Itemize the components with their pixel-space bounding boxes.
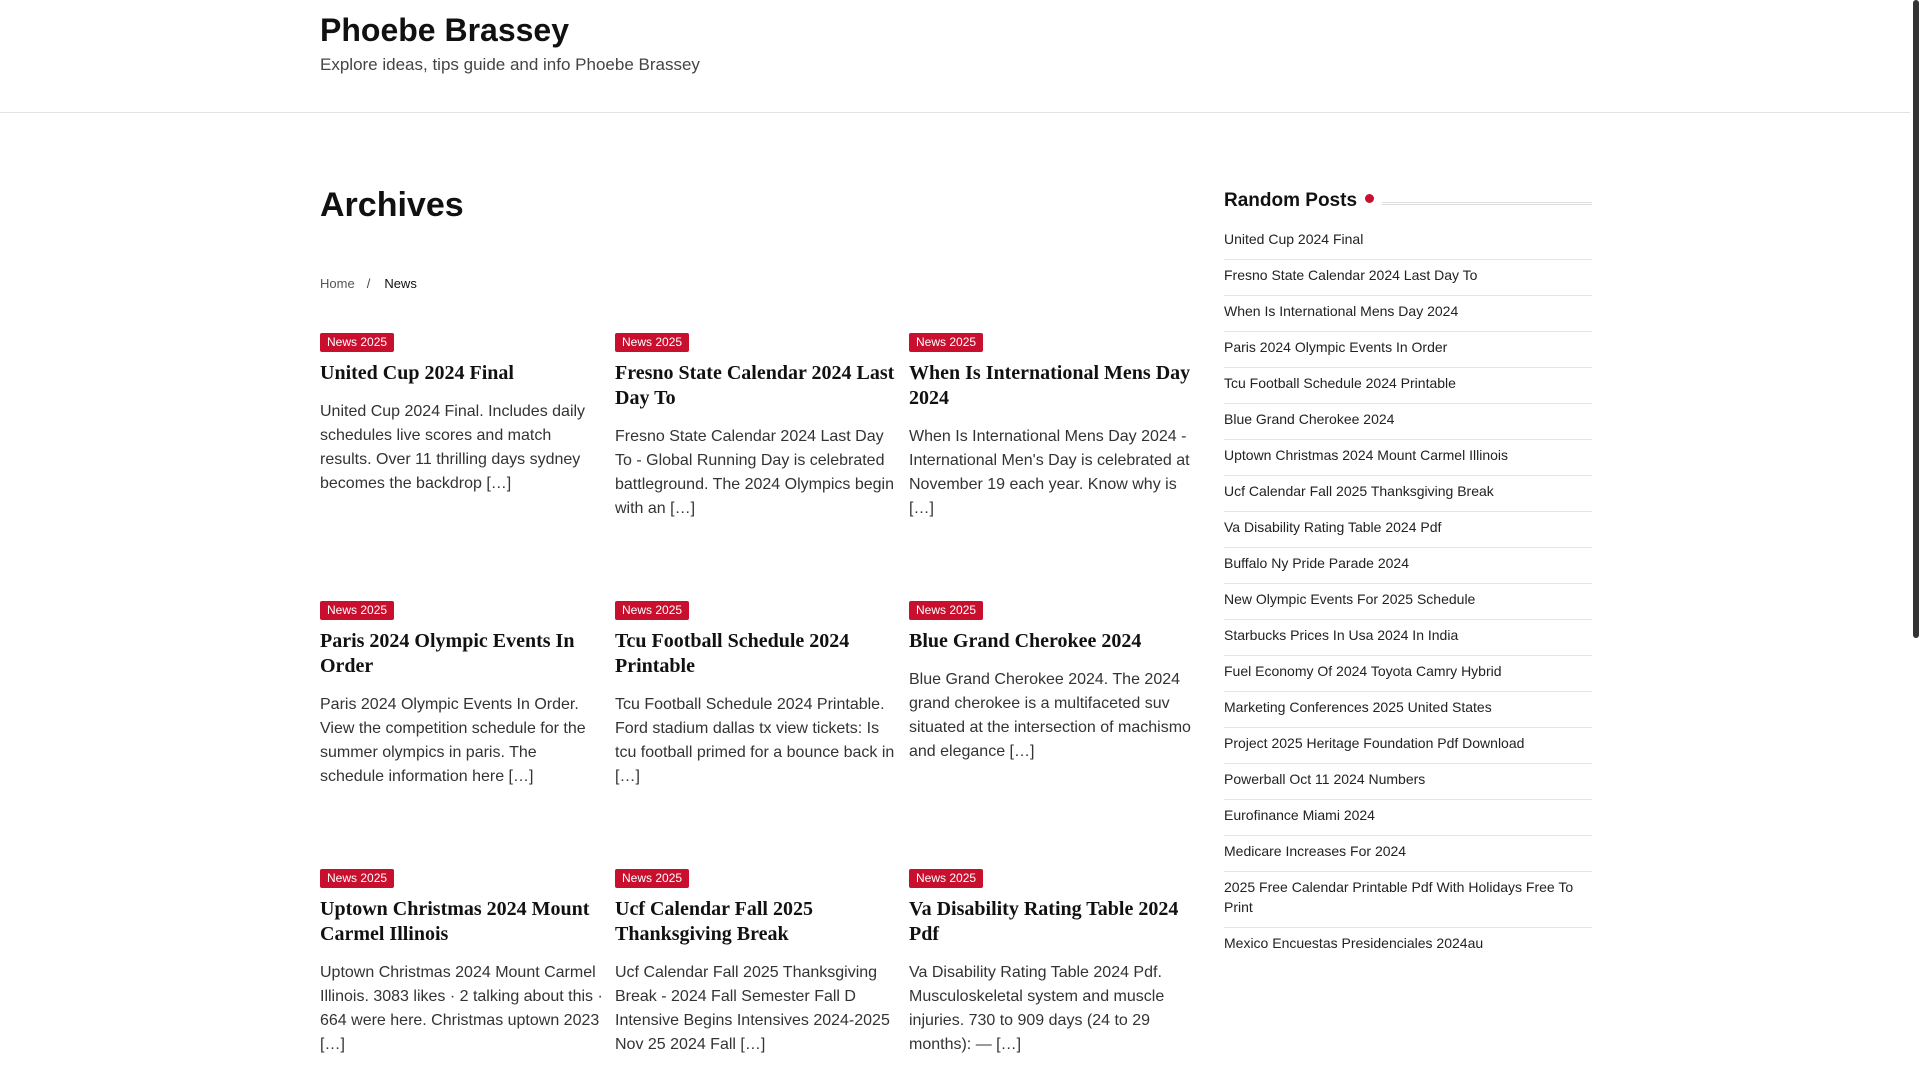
post-title[interactable]: Ucf Calendar Fall 2025 Thanksgiving Break [615, 898, 813, 945]
post-excerpt: Paris 2024 Olympic Events In Order. View the competition schedule for the summer olympics in paris. The schedule information here […] [320, 696, 586, 785]
category-badge[interactable]: News 2025 [320, 601, 394, 620]
random-post-link[interactable]: Paris 2024 Olympic Events In Order [1224, 332, 1592, 368]
post-card [615, 601, 900, 789]
post-excerpt: Tcu Football Schedule 2024 Printable. Ford stadium dallas tx view tickets: Is tcu football primed for a bounce back in […] [615, 696, 895, 785]
widget-title [1224, 190, 1382, 212]
random-post-link[interactable]: Eurofinance Miami 2024 [1224, 800, 1592, 836]
post-card [909, 869, 1194, 1057]
widget-header [1224, 190, 1592, 218]
random-post-link[interactable]: Ucf Calendar Fall 2025 Thanksgiving Break [1224, 476, 1592, 512]
scrollbar[interactable] [1910, 0, 1920, 1080]
random-post-link[interactable]: Uptown Christmas 2024 Mount Carmel Illinois [1224, 440, 1592, 476]
random-post-link[interactable]: Marketing Conferences 2025 United States [1224, 692, 1592, 728]
random-post-link[interactable]: Project 2025 Heritage Foundation Pdf Download [1224, 728, 1592, 764]
random-post-link[interactable]: Mexico Encuestas Presidenciales 2024au [1224, 935, 1484, 951]
post-excerpt: Uptown Christmas 2024 Mount Carmel Illinois. 3083 likes · 2 talking about this · 664 were here. Christmas uptown 2023 […] [320, 964, 603, 1053]
random-post-link[interactable]: Blue Grand Cherokee 2024 [1224, 404, 1592, 440]
category-badge[interactable]: News 2025 [615, 333, 689, 352]
post-title[interactable]: United Cup 2024 Final [320, 362, 514, 384]
scrollbar-thumb[interactable] [1913, 0, 1919, 638]
category-badge[interactable]: News 2025 [615, 601, 689, 620]
page-title: Archives [320, 186, 464, 224]
post-card [909, 601, 1194, 764]
category-badge[interactable]: News 2025 [909, 333, 983, 352]
post-title[interactable]: When Is International Mens Day 2024 [909, 362, 1191, 409]
category-badge[interactable]: News 2025 [909, 601, 983, 620]
random-post-link[interactable]: Starbucks Prices In Usa 2024 In India [1224, 620, 1592, 656]
post-card [320, 869, 605, 1057]
widget-title-text: Random Posts [1224, 190, 1358, 211]
breadcrumb-current: News [384, 276, 417, 291]
post-card [615, 333, 900, 521]
category-badge[interactable]: News 2025 [615, 869, 689, 888]
random-post-list [1224, 224, 1592, 963]
post-card [615, 869, 900, 1057]
dot-icon [1365, 194, 1374, 203]
post-card [320, 333, 605, 496]
site-description: Explore ideas, tips guide and info Phoebe Brassey [320, 55, 700, 74]
random-post-link[interactable]: 2025 Free Calendar Printable Pdf With Holidays Free To Print [1224, 872, 1592, 928]
site-header [0, 0, 1910, 113]
post-title[interactable]: Uptown Christmas 2024 Mount Carmel Illinois [320, 898, 590, 945]
breadcrumb [320, 276, 417, 291]
random-post-link[interactable]: Medicare Increases For 2024 [1224, 836, 1592, 872]
random-post-link[interactable]: New Olympic Events For 2025 Schedule [1224, 584, 1592, 620]
random-post-link[interactable]: Buffalo Ny Pride Parade 2024 [1224, 548, 1592, 584]
post-title[interactable]: Tcu Football Schedule 2024 Printable [615, 630, 850, 677]
post-excerpt: Va Disability Rating Table 2024 Pdf. Musculoskeletal system and muscle injuries. 730 to 909 days (24 to 29 months): — […] [909, 964, 1165, 1053]
category-badge[interactable]: News 2025 [909, 869, 983, 888]
random-post-link[interactable]: Va Disability Rating Table 2024 Pdf [1224, 512, 1592, 548]
post-card [320, 601, 605, 789]
post-excerpt: Blue Grand Cherokee 2024. The 2024 grand cherokee is a multifaceted suv situated at the intersection of machismo and elegance […] [909, 671, 1191, 760]
random-post-link[interactable]: United Cup 2024 Final [1224, 224, 1592, 260]
random-post-link[interactable]: Tcu Football Schedule 2024 Printable [1224, 368, 1592, 404]
post-title[interactable]: Fresno State Calendar 2024 Last Day To [615, 362, 895, 409]
post-title[interactable]: Va Disability Rating Table 2024 Pdf [909, 898, 1179, 945]
random-post-link[interactable]: When Is International Mens Day 2024 [1224, 296, 1592, 332]
breadcrumb-home[interactable]: Home [320, 276, 355, 291]
post-excerpt: United Cup 2024 Final. Includes daily schedules live scores and match results. Over 11 thrilling days sydney becomes the backdrop […] [320, 403, 586, 492]
post-excerpt: Fresno State Calendar 2024 Last Day To - Global Running Day is celebrated battleground. The 2024 Olympics begin with an […] [615, 428, 894, 517]
sidebar-random-posts [1224, 190, 1592, 963]
post-title[interactable]: Blue Grand Cherokee 2024 [909, 630, 1142, 652]
post-title[interactable]: Paris 2024 Olympic Events In Order [320, 630, 575, 677]
post-excerpt: When Is International Mens Day 2024 - International Men's Day is celebrated at November 19 each year. Know why is […] [909, 428, 1190, 517]
random-post-link[interactable]: Fuel Economy Of 2024 Toyota Camry Hybrid [1224, 656, 1592, 692]
random-post-link[interactable]: Powerball Oct 11 2024 Numbers [1224, 764, 1592, 800]
post-excerpt: Ucf Calendar Fall 2025 Thanksgiving Break - 2024 Fall Semester Fall D Intensive Begins Intensives 2024-2025 Nov 25 2024 Fall […] [615, 964, 890, 1053]
random-post-link[interactable]: Fresno State Calendar 2024 Last Day To [1224, 260, 1592, 296]
category-badge[interactable]: News 2025 [320, 869, 394, 888]
category-badge[interactable]: News 2025 [320, 333, 394, 352]
post-card [909, 333, 1194, 521]
breadcrumb-separator: / [366, 276, 371, 291]
site-title[interactable]: Phoebe Brassey [320, 12, 570, 48]
